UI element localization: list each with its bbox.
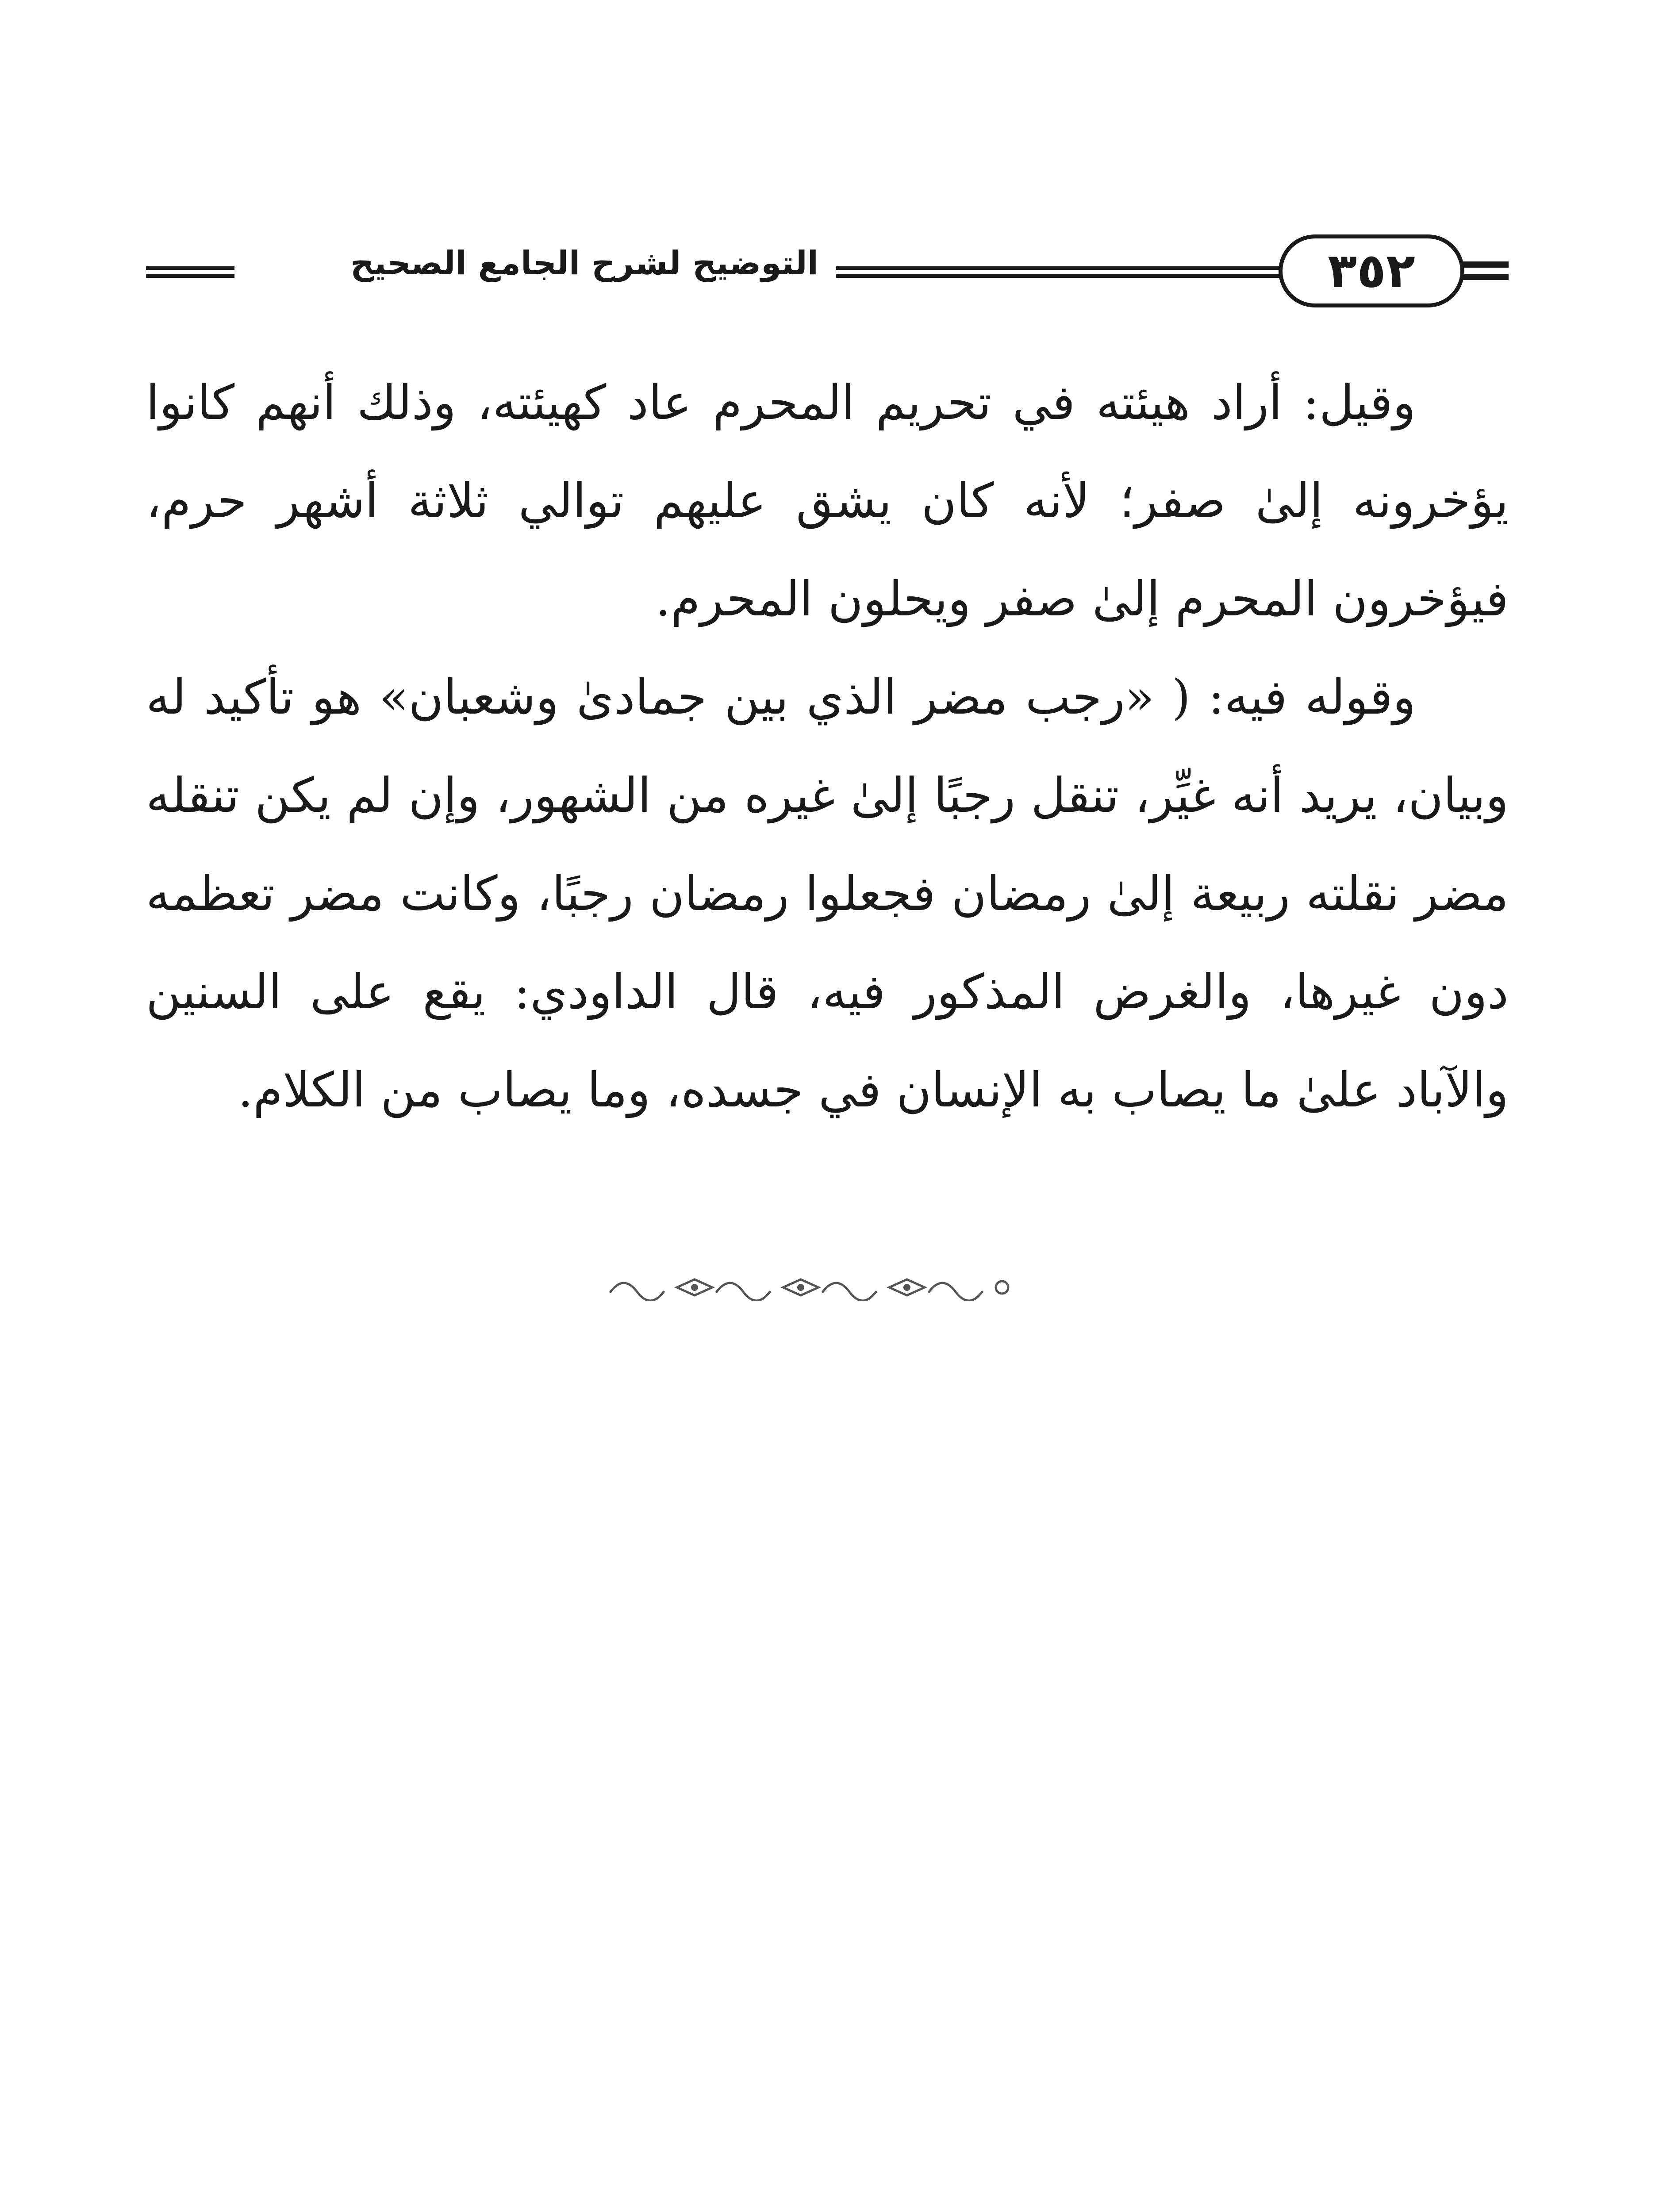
running-header [146,234,1509,310]
book-title: التوضيح لشرح الجامع الصحيح [350,244,818,282]
header-rule-left [146,266,234,270]
header-rule-middle [836,266,1283,270]
section-end-ornament-icon [602,1274,1026,1301]
main-text [146,354,1509,1140]
paragraph-1: وقيل: أراد هيئته في تحريم المحرم عاد كهيئته، وذلك أنهم كانوا يؤخرونه إلىٰ صفر؛ لأنه كان يشق عليهم توالي ثلاثة أشهر حرم، فيؤخرون المحرم إلىٰ صفر ويحلون المحرم. [146,375,1509,627]
page-number: ٣٥٢ [1328,243,1415,299]
paragraph-2: وقوله فيه: ( «رجب مضر الذي بين جمادىٰ وشعبان» هو تأكيد له وبيان، يريد أنه غيِّر، تنقل رجبًا إلىٰ غيره من الشهور، وإن لم يكن تنقله مضر نقلته ربيعة إلىٰ رمضان فجعلوا رمضان رجبًا، وكانت مضر تعظمه دون غيرها، والغرض المذكور فيه، قال الداودي: يقع على السنين والآباد علىٰ ما يصاب به الإنسان في جسده، وما يصاب من الكلام. [146,670,1509,1118]
page-number-badge [1279,234,1464,307]
